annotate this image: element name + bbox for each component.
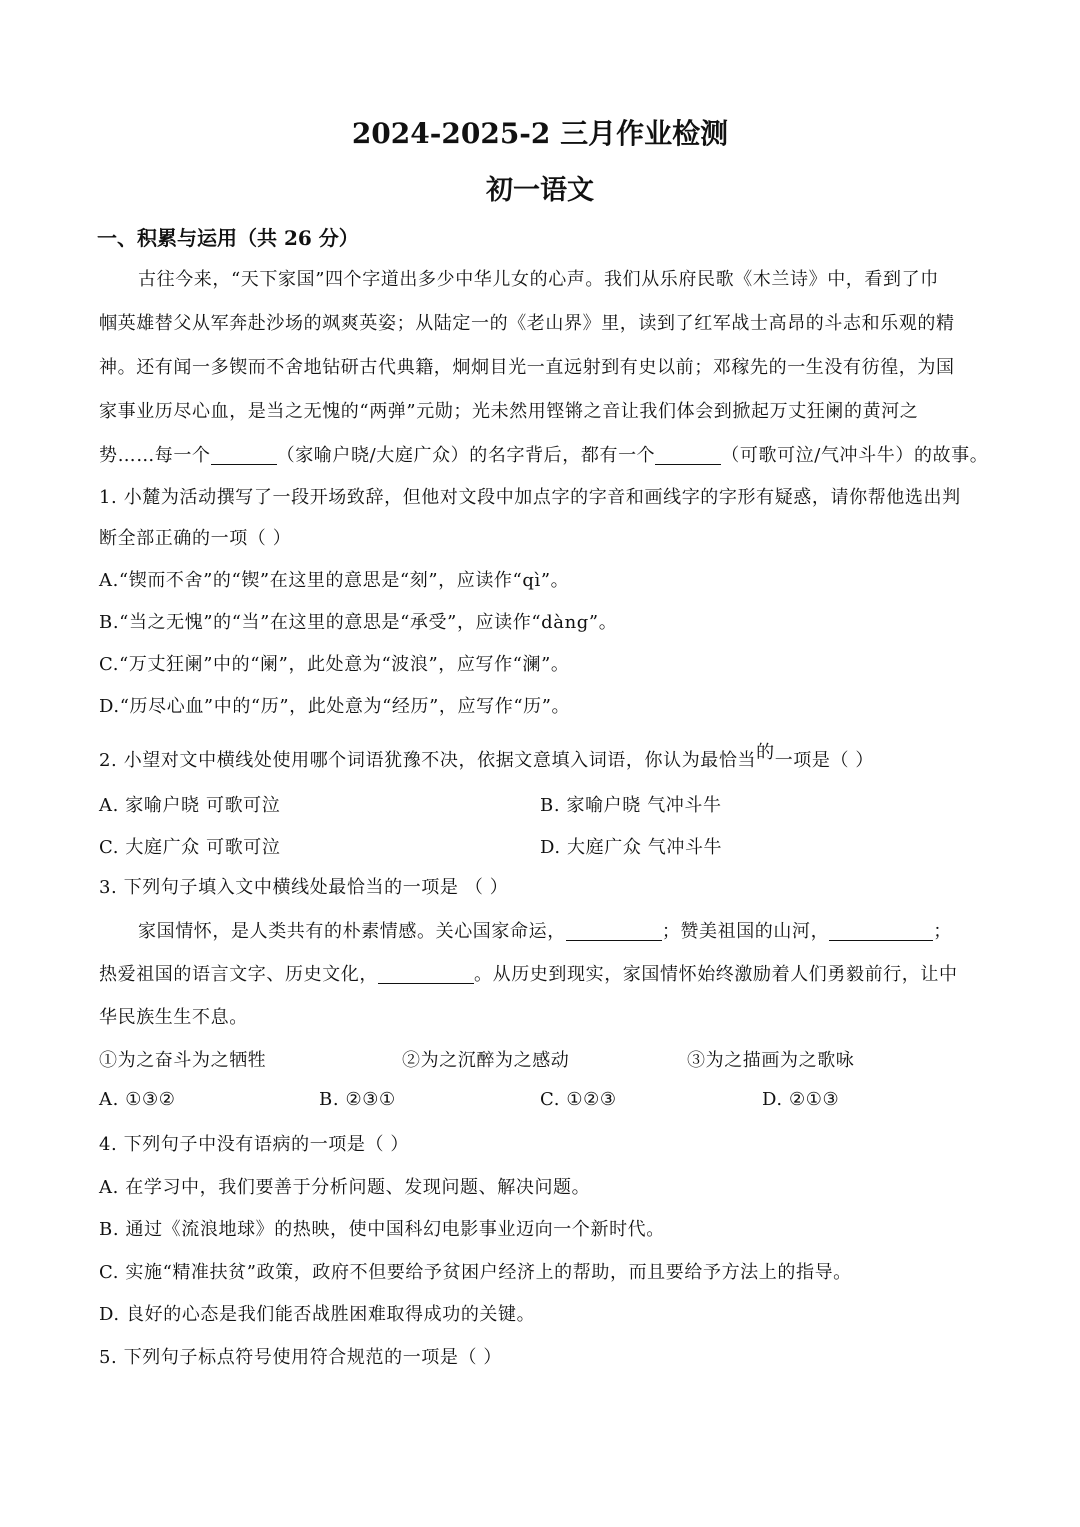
q3-passage-line-1-part-3: ； xyxy=(933,921,952,942)
q3-stem: 3. 下列句子填入文中横线处最恰当的一项是 （ ） xyxy=(99,877,509,898)
q2-stem xyxy=(99,742,875,772)
q4-stem: 4. 下列句子中没有语病的一项是（ ） xyxy=(99,1134,410,1155)
q3-passage-line-1-part-1: 家国情怀，是人类共有的朴素情感。关心国家命运， xyxy=(138,921,566,942)
q2-stem-part-3: 一项是（ ） xyxy=(774,750,875,771)
passage-line-2: 帼英雄替父从军奔赴沙场的飒爽英姿；从陆定一的《老山界》里，读到了红军战士高昂的斗志和乐观的精 xyxy=(99,313,955,334)
exam-title: 2024-2025-2 三月作业检测 xyxy=(351,117,729,150)
q1-option-c: C.“万丈狂阑”中的“阑”，此处意为“波浪”，应写作“澜”。 xyxy=(99,654,570,675)
passage-line-5-part-2: （家喻户晓/大庭广众）的名字背后，都有一个 xyxy=(276,445,656,466)
q3-blank-2 xyxy=(829,920,933,941)
q3-sentence-3: ③为之描画为之歌咏 xyxy=(687,1050,855,1071)
q1-option-a: A.“锲而不舍”的“锲”在这里的意思是“刻”，应读作“qì”。 xyxy=(99,570,570,591)
q2-stem-part-2: 的 xyxy=(756,742,775,763)
q2-option-c: C. 大庭广众 可歌可泣 xyxy=(99,837,281,858)
q3-passage-line-2 xyxy=(99,960,958,986)
q5-stem: 5. 下列句子标点符号使用符合规范的一项是（ ） xyxy=(99,1347,503,1368)
q1-stem-line-2: 断全部正确的一项（ ） xyxy=(99,528,292,549)
passage-line-4: 家事业历尽心血，是当之无愧的“两弹”元勋；光未然用铿锵之音让我们体会到掀起万丈狂阑的黄河之 xyxy=(99,401,919,422)
q2-option-b: B. 家喻户晓 气冲斗牛 xyxy=(540,795,722,816)
q4-option-b: B. 通过《流浪地球》的热映，使中国科幻电影事业迈向一个新时代。 xyxy=(99,1219,665,1240)
q2-option-a: A. 家喻户晓 可歌可泣 xyxy=(99,795,281,816)
q1-stem-line-1: 1. 小麓为活动撰写了一段开场致辞，但他对文段中加点字的字音和画线字的字形有疑惑，请你帮他选出判 xyxy=(99,487,961,508)
q3-option-a: A. ①③② xyxy=(99,1089,176,1110)
q3-passage-line-2-part-1: 热爱祖国的语言文字、历史文化， xyxy=(99,964,378,985)
q3-passage-line-2-part-2: 。从历史到现实，家国情怀始终激励着人们勇毅前行，让中 xyxy=(474,964,958,985)
q3-option-b: B. ②③① xyxy=(319,1089,396,1110)
q3-blank-1 xyxy=(566,920,662,941)
passage-line-5-part-3: （可歌可泣/气冲斗牛）的故事。 xyxy=(721,445,989,466)
q2-stem-part-1: 2. 小望对文中横线处使用哪个词语犹豫不决，依据文意填入词语，你认为最恰当 xyxy=(99,750,757,771)
q4-option-d: D. 良好的心态是我们能否战胜困难取得成功的关键。 xyxy=(99,1304,536,1325)
q3-sentence-1: ①为之奋斗为之牺牲 xyxy=(99,1050,267,1071)
q3-blank-3 xyxy=(378,963,474,984)
passage-line-1: 古往今来，“天下家国”四个字道出多少中华儿女的心声。我们从乐府民歌《木兰诗》中，看到了巾 xyxy=(138,269,939,290)
q3-sentence-2: ②为之沉醉为之感动 xyxy=(402,1050,570,1071)
subject-title: 初一语文 xyxy=(486,175,594,206)
q3-option-c: C. ①②③ xyxy=(540,1089,617,1110)
q4-option-c: C. 实施“精准扶贫”政策，政府不但要给予贫困户经济上的帮助，而且要给予方法上的指导。 xyxy=(99,1262,852,1283)
passage-line-3: 神。还有闻一多锲而不舍地钻研古代典籍，炯炯目光一直远射到有史以前；邓稼先的一生没有彷徨，为国 xyxy=(99,357,955,378)
q3-passage-line-1 xyxy=(138,917,952,943)
q2-option-d: D. 大庭广众 气冲斗牛 xyxy=(540,837,723,858)
fill-blank-1 xyxy=(211,444,277,465)
q1-option-b: B.“当之无愧”的“当”在这里的意思是“承受”，应读作“dàng”。 xyxy=(99,612,618,633)
passage-line-5-part-1: 势……每一个 xyxy=(99,445,211,466)
q3-passage-line-1-part-2: ；赞美祖国的山河， xyxy=(661,921,830,942)
section-heading: 一、积累与运用（共 26 分） xyxy=(97,226,359,250)
fill-blank-2 xyxy=(655,444,721,465)
q3-option-d: D. ②①③ xyxy=(762,1089,840,1110)
q3-passage-line-3: 华民族生生不息。 xyxy=(99,1007,248,1028)
q4-option-a: A. 在学习中，我们要善于分析问题、发现问题、解决问题。 xyxy=(99,1177,591,1198)
passage-line-5 xyxy=(99,441,988,467)
q1-option-d: D.“历尽心血”中的“历”，此处意为“经历”，应写作“历”。 xyxy=(99,696,571,717)
